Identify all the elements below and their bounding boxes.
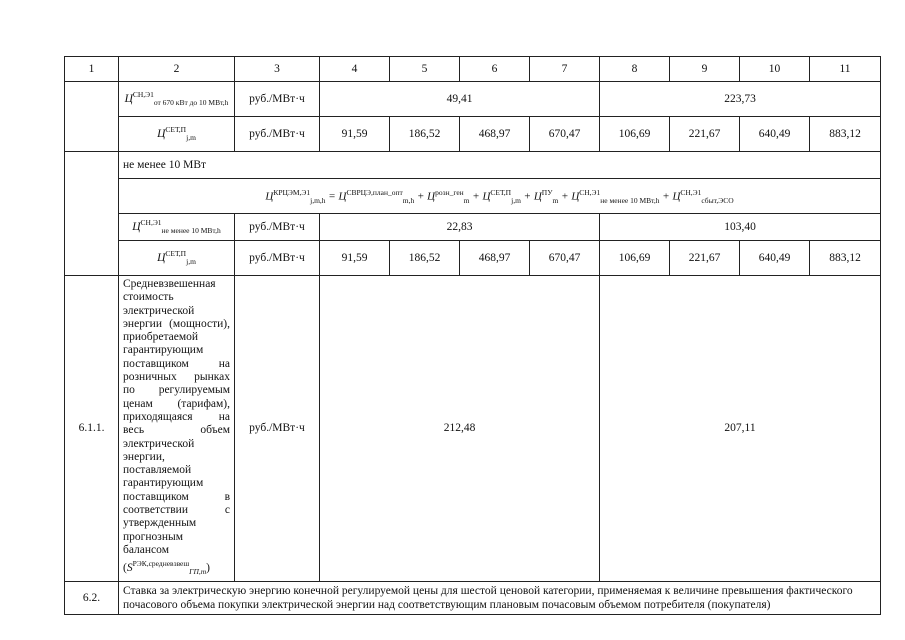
header-cell: 5 bbox=[390, 57, 460, 82]
header-cell: 10 bbox=[740, 57, 810, 82]
value-cell: 212,48 bbox=[320, 276, 600, 582]
value-cell: 640,49 bbox=[740, 117, 810, 152]
blank-number-cell bbox=[65, 152, 119, 276]
formula-row bbox=[65, 179, 881, 214]
value-cell: 106,69 bbox=[600, 117, 670, 152]
header-cell: 11 bbox=[810, 57, 881, 82]
value-cell: 186,52 bbox=[390, 241, 460, 276]
value-cell: 91,59 bbox=[320, 241, 390, 276]
value-cell: 883,12 bbox=[810, 117, 881, 152]
value-cell: 221,67 bbox=[670, 117, 740, 152]
tariff-table bbox=[64, 56, 881, 615]
value-cell: 49,41 bbox=[320, 82, 600, 117]
blank-number-cell bbox=[65, 82, 119, 152]
item-row-6-2 bbox=[65, 581, 881, 614]
header-cell: 4 bbox=[320, 57, 390, 82]
value-cell: 223,73 bbox=[600, 82, 881, 117]
unit-cell: руб./МВт·ч bbox=[235, 214, 320, 241]
item-number: 6.1.1. bbox=[65, 276, 119, 582]
header-cell: 8 bbox=[600, 57, 670, 82]
value-cell: 207,11 bbox=[600, 276, 881, 582]
value-cell: 91,59 bbox=[320, 117, 390, 152]
section-row bbox=[65, 152, 881, 179]
value-cell: 106,69 bbox=[600, 241, 670, 276]
symbol-cell: $Ц^{СН,Э1}_{от 670 кВт до 10 МВт,h}$ bbox=[119, 82, 235, 117]
value-cell: 640,49 bbox=[740, 241, 810, 276]
item-description: Средневзвешенная стоимость электрической энергии (мощности), приобретаемой гарантирующим поставщиком на розничных рынках по регулируемым ценам (тарифам), приходящаяся на весь объем электрической энергии, поставляемой гарантирующим поставщиком в соответствии с утвержденным прогнозным балансом $(S^{РЭК,средневзвеш}_{ГП,m})$ bbox=[119, 276, 235, 582]
unit-cell: руб./МВт·ч bbox=[235, 276, 320, 582]
symbol-cell: $Ц^{СЕТ,П}_{j,m}$ bbox=[119, 117, 235, 152]
value-cell: 670,47 bbox=[530, 241, 600, 276]
header-cell: 9 bbox=[670, 57, 740, 82]
symbol-cell: $Ц^{СН,Э1}_{не менее 10 МВт,h}$ bbox=[119, 214, 235, 241]
value-cell: 468,97 bbox=[460, 117, 530, 152]
symbol-cell: $Ц^{СЕТ,П}_{j,m}$ bbox=[119, 241, 235, 276]
header-cell: 1 bbox=[65, 57, 119, 82]
table-row bbox=[65, 82, 881, 117]
table-row bbox=[65, 214, 881, 241]
value-cell: 103,40 bbox=[600, 214, 881, 241]
unit-cell: руб./МВт·ч bbox=[235, 82, 320, 117]
table-row bbox=[65, 241, 881, 276]
value-cell: 670,47 bbox=[530, 117, 600, 152]
unit-cell: руб./МВт·ч bbox=[235, 241, 320, 276]
table-row bbox=[65, 117, 881, 152]
header-cell: 3 bbox=[235, 57, 320, 82]
header-cell: 2 bbox=[119, 57, 235, 82]
header-cell: 7 bbox=[530, 57, 600, 82]
item-number: 6.2. bbox=[65, 581, 119, 614]
header-cell: 6 bbox=[460, 57, 530, 82]
item-text: Ставка за электрическую энергию конечной регулируемой цены для шестой ценовой категории, применяемая к величине превышения фактического почасового объема покупки электрической энергии над соответствующим плановым почасовым объемом потребителя (покупателя) bbox=[119, 581, 881, 614]
unit-cell: руб./МВт·ч bbox=[235, 117, 320, 152]
value-cell: 221,67 bbox=[670, 241, 740, 276]
value-cell: 186,52 bbox=[390, 117, 460, 152]
header-row bbox=[65, 57, 881, 82]
section-label: не менее 10 МВт bbox=[119, 152, 881, 179]
formula: $Ц^{КРЦЭМ,Э1}_{j,m,h} = Ц^{СВРЦЭ,план\_опт}_{m,h} + Ц^{розн\_ген}_m + Ц^{СЕТ,П}_{j,m} + Ц^{ПУ}_m + Ц^{СН,Э1}_{не менее 10 МВт,h} + Ц^{СН,Э1}_{сбыт,ЭСО}$ bbox=[119, 179, 881, 214]
value-cell: 22,83 bbox=[320, 214, 600, 241]
item-row-6-1-1 bbox=[65, 276, 881, 582]
value-cell: 468,97 bbox=[460, 241, 530, 276]
value-cell: 883,12 bbox=[810, 241, 881, 276]
